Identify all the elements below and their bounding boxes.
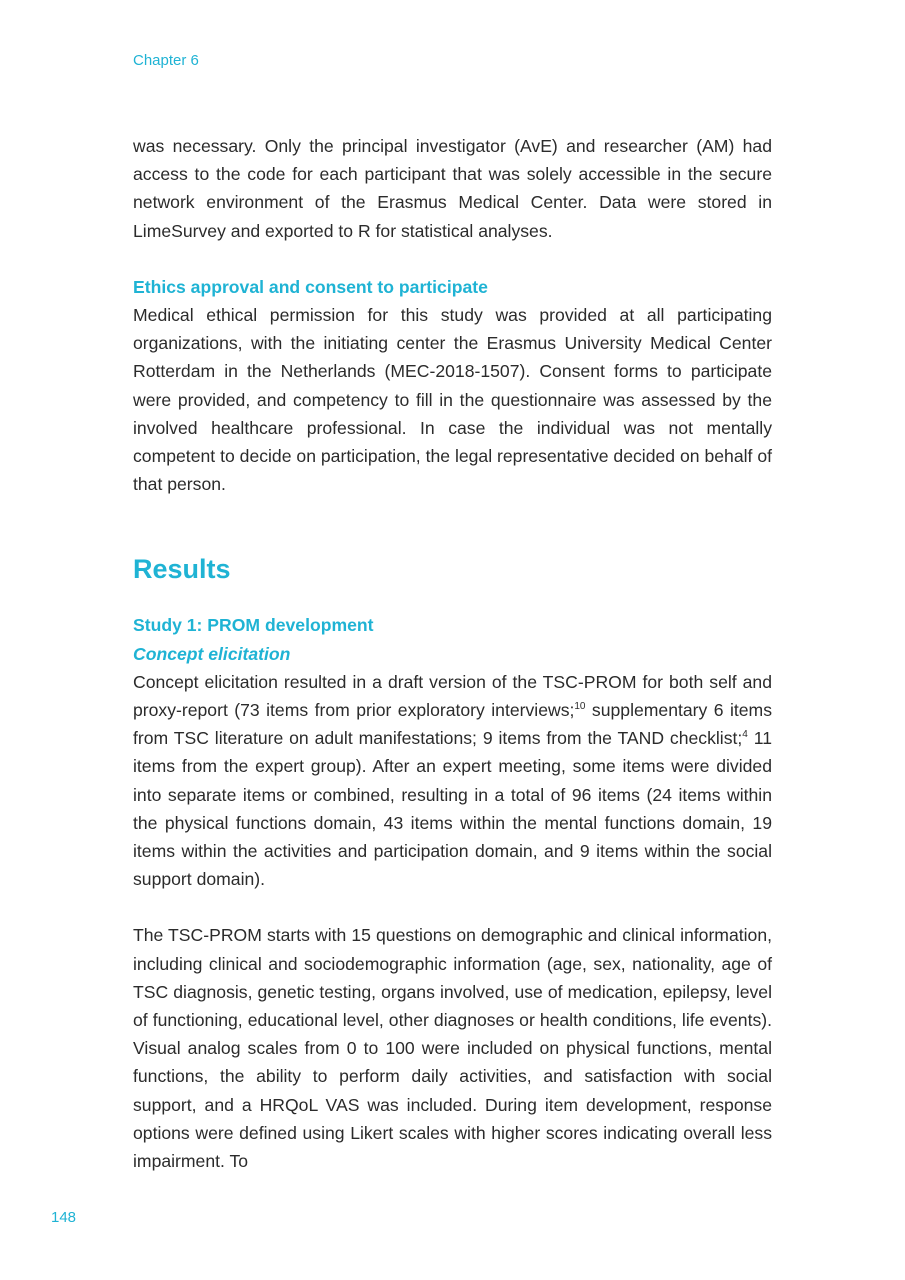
intro-paragraph: was necessary. Only the principal investigator (AvE) and researcher (AM) had access to the code for each participant that was solely accessible in the secure network environment of the Erasmus Medical Center. Data were stored in LimeSurvey and exported to R for statistical analyses. [133, 136, 772, 241]
ethics-heading: Ethics approval and consent to participate [133, 276, 488, 297]
results-title: Results [133, 554, 231, 585]
prom-description-paragraph: The TSC-PROM starts with 15 questions on demographic and clinical information, including clinical and sociodemographic information (age, sex, nationality, age of TSC diagnosis, genetic testing, organs involved, use of medication, epilepsy, level of functioning, educational level, other diagnoses or health conditions, life events). Visual analog scales from 0 to 100 were included on physical functions, mental functions, the ability to perform daily activities, and satisfaction with social support, and a HRQoL VAS was included. During item development, response options were defined using Likert scales with higher scores indicating overall less impairment. To [133, 925, 772, 1172]
page-body [133, 132, 772, 1175]
ethics-paragraph: Medical ethical permission for this study was provided at all participating organizations, with the initiating center the Erasmus University Medical Center Rotterdam in the Netherlands (MEC-2018-1507). Consent forms to participate were provided, and competency to fill in the questionnaire was assessed by the involved healthcare professional. In case the individual was not mentally competent to decide on participation, the legal representative decided on behalf of that person. [133, 305, 772, 495]
reference-marker-10: 10 [574, 701, 586, 713]
concept-elicitation-paragraph [133, 668, 772, 894]
page-number: 148 [51, 1209, 77, 1226]
concept-text-part3: 11 items from the expert group). After an expert meeting, some items were divided into separate items or combined, resulting in a total of 96 items (24 items within the physical functions domain, 43 items within the mental functions domain, 19 items within the activities and participation domain, and 9 items within the social support domain). [133, 728, 772, 890]
concept-text-part2: supplementary 6 items from TSC literature on adult manifestations; 9 items from the TAND checklist; [133, 700, 772, 749]
study1-heading: Study 1: PROM development [133, 615, 374, 636]
reference-marker-4: 4 [742, 729, 748, 741]
concept-text-part1: Concept elicitation resulted in a draft version of the TSC-PROM for both self and proxy-report (73 items from prior exploratory interviews; [133, 671, 772, 721]
running-head: Chapter 6 [133, 52, 199, 69]
concept-elicitation-heading: Concept elicitation [133, 643, 291, 664]
